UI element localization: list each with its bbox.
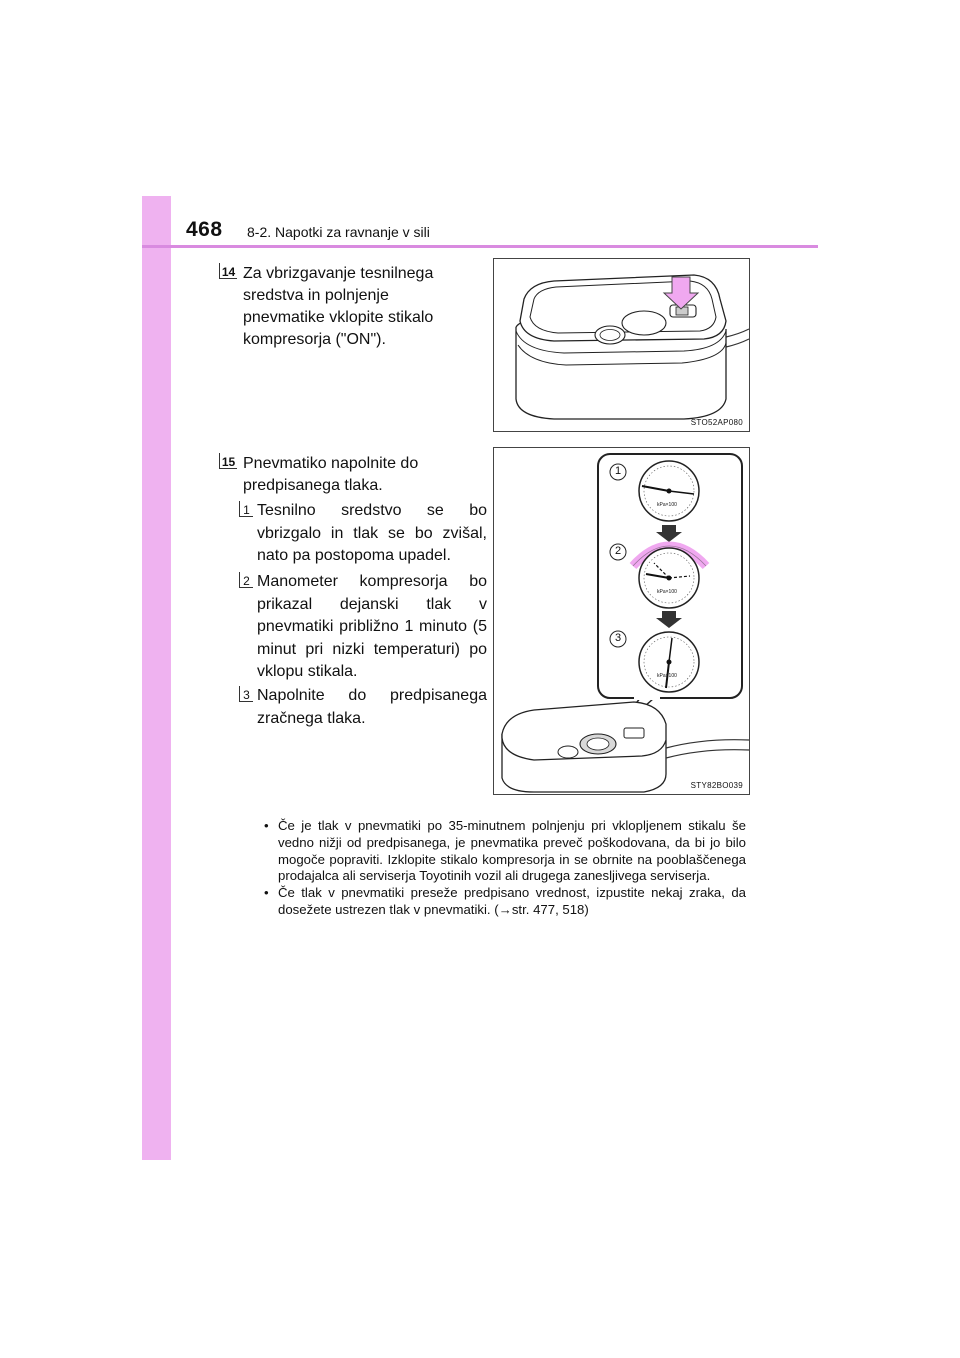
figure-callout-1: 1 [614, 465, 622, 477]
pressure-gauge-figure [493, 447, 750, 795]
substep-number-1: 1 [239, 501, 253, 517]
substep-number-2: 2 [239, 572, 253, 588]
step-14-line: kompresorja ("ON"). [243, 331, 386, 348]
substep-number-3: 3 [239, 686, 253, 702]
step-14-text [243, 263, 483, 351]
substep-3-text: Napolnite do predpisanega zračnega tlaka. [257, 687, 487, 727]
step-15-text [243, 453, 483, 497]
step-14-line: pnevmatike vklopite stikalo [243, 309, 434, 326]
step-number-15: 15 [219, 453, 237, 469]
compressor-switch-figure [493, 258, 750, 432]
figure-callout-2: 2 [614, 545, 622, 557]
chapter-sidebar-tab [142, 196, 171, 1160]
note-text: Če tlak v pnevmatiki preseže predpisano vrednost, izpustite nekaj zraka, da dosežete ustrezen tlak v pnevmatiki. (→str. 477, 518) [278, 885, 746, 917]
figure-callout-3: 3 [614, 632, 622, 644]
step-15-line: Pnevmatiko napolnite do [243, 455, 419, 472]
note-item [264, 885, 746, 919]
gauge-2-label: kPa×100 [657, 589, 677, 595]
note-text: Če je tlak v pnevmatiki po 35-minutnem polnjenju pri vklopljenem stikalu še vedno nižji od predpisanega, je pnevmatika preveč poškodovana, da bi jo bilo mogoče popraviti. Izklopite stikalo kompresorja in se obrnite na pooblaščenega prodajalca ali serviserja Toyotinih vozil ali drugega zanesljivega serviserja. [278, 818, 746, 884]
note-bullet: • [264, 885, 269, 901]
gauge-1-label: kPa×100 [657, 502, 677, 508]
gauge-3-label: kPa×100 [657, 673, 677, 679]
gauge-sequence-illustration [494, 448, 749, 794]
section-title: 8-2. Napotki za ravnanje v sili [247, 224, 430, 240]
figure-code: STY82BO039 [690, 781, 743, 790]
step-14-line: sredstva in polnjenje [243, 287, 389, 304]
page-number: 468 [186, 218, 223, 241]
substep-1-text: Tesnilno sredstvo se bo vbrizgalo in tlak se bo zvišal, nato pa postopoma upadel. [257, 502, 487, 565]
step-number-14: 14 [219, 263, 237, 279]
substep-2-text: Manometer kompresorja bo prikazal dejanski tlak v pnevmatiki približno 1 minuto (5 minut pri nizki temperaturi) po vklopu stikala. [257, 573, 487, 681]
note-item [264, 818, 746, 885]
header-divider [142, 245, 818, 248]
compressor-illustration [494, 259, 749, 431]
step-14-line: Za vbrizgavanje tesnilnega [243, 265, 434, 282]
figure-code: STO52AP080 [690, 418, 743, 427]
notes-list [264, 818, 746, 919]
note-bullet: • [264, 818, 269, 833]
step-15-line: predpisanega tlaka. [243, 477, 383, 494]
